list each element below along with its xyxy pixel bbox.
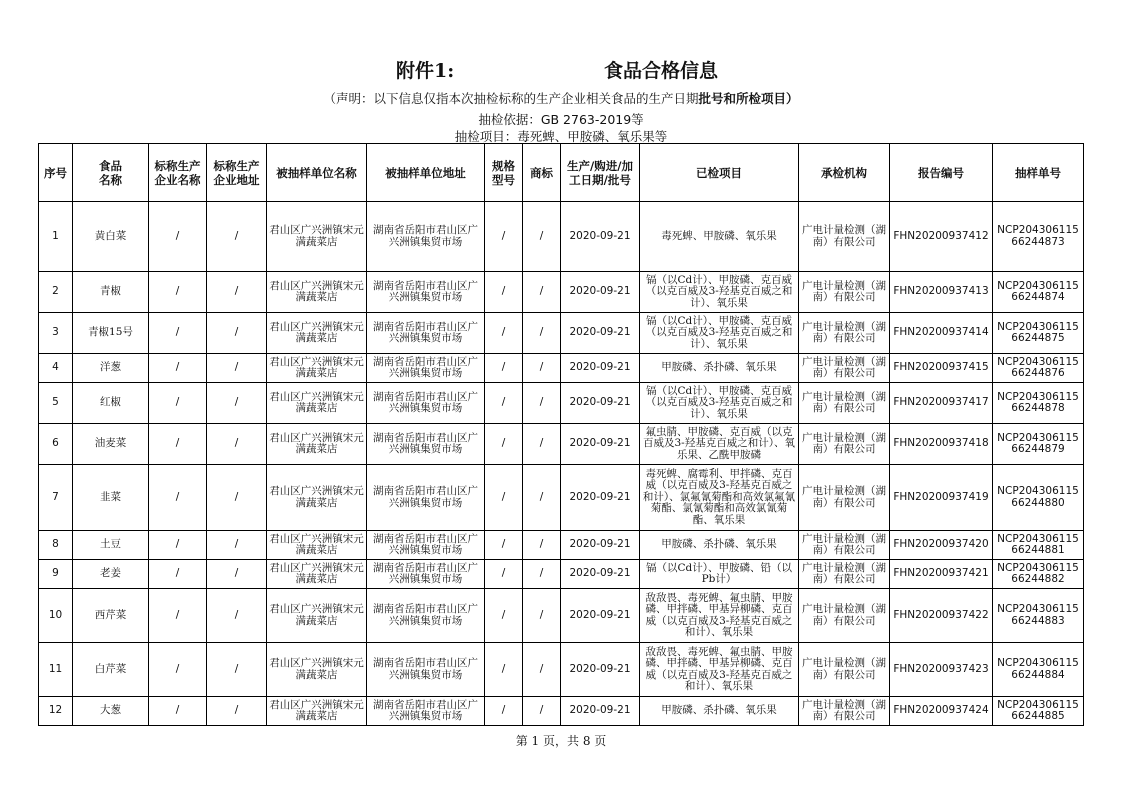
cell-agency: 广电计量检测（湖南）有限公司 [799, 354, 890, 383]
statement-bold: 批号和所检项目） [698, 91, 799, 106]
table-row [39, 383, 1084, 424]
cell-agency: 广电计量检测（湖南）有限公司 [799, 272, 890, 313]
cell-date: 2020-09-21 [561, 424, 640, 465]
results-table [38, 143, 1084, 726]
cell-no: 8 [39, 531, 73, 560]
header-food-name: 食品名称 [73, 144, 149, 202]
cell-sampled-addr: 湖南省岳阳市君山区广兴洲镇集贸市场 [367, 272, 485, 313]
cell-report: FHN20200937420 [890, 531, 993, 560]
cell-mfr-name: / [149, 383, 207, 424]
cell-food: 大葱 [73, 697, 149, 726]
cell-agency: 广电计量检测（湖南）有限公司 [799, 313, 890, 354]
cell-sampled-unit: 君山区广兴洲镇宋元满蔬菜店 [267, 272, 367, 313]
cell-spec: / [485, 697, 523, 726]
cell-sample-no: NCP20430611566244873 [993, 202, 1084, 272]
cell-sample-no: NCP20430611566244875 [993, 313, 1084, 354]
cell-spec: / [485, 589, 523, 643]
cell-no: 4 [39, 354, 73, 383]
header-no: 序号 [39, 144, 73, 202]
cell-sampled-addr: 湖南省岳阳市君山区广兴洲镇集贸市场 [367, 424, 485, 465]
cell-agency: 广电计量检测（湖南）有限公司 [799, 560, 890, 589]
cell-brand: / [523, 697, 561, 726]
cell-items: 镉（以Cd计）、甲胺磷、克百威（以克百威及3-羟基克百威之和计）、氧乐果 [640, 272, 799, 313]
cell-mfr-name: / [149, 531, 207, 560]
cell-spec: / [485, 354, 523, 383]
cell-spec: / [485, 383, 523, 424]
cell-mfr-name: / [149, 643, 207, 697]
cell-items: 甲胺磷、杀扑磷、氧乐果 [640, 531, 799, 560]
cell-items: 毒死蜱、甲胺磷、氧乐果 [640, 202, 799, 272]
cell-items: 镉（以Cd计）、甲胺磷、克百威（以克百威及3-羟基克百威之和计）、氧乐果 [640, 313, 799, 354]
inspection-items: 抽检项目：毒死蜱、甲胺磷、氧乐果等 [454, 129, 668, 144]
cell-no: 12 [39, 697, 73, 726]
cell-report: FHN20200937424 [890, 697, 993, 726]
table-row [39, 313, 1084, 354]
cell-brand: / [523, 202, 561, 272]
cell-sampled-addr: 湖南省岳阳市君山区广兴洲镇集贸市场 [367, 531, 485, 560]
cell-report: FHN20200937417 [890, 383, 993, 424]
cell-mfr-name: / [149, 272, 207, 313]
header-agency: 承检机构 [799, 144, 890, 202]
cell-mfr-name: / [149, 697, 207, 726]
cell-spec: / [485, 272, 523, 313]
cell-date: 2020-09-21 [561, 383, 640, 424]
cell-agency: 广电计量检测（湖南）有限公司 [799, 465, 890, 531]
cell-brand: / [523, 589, 561, 643]
cell-mfr-addr: / [207, 313, 267, 354]
cell-spec: / [485, 465, 523, 531]
cell-mfr-addr: / [207, 643, 267, 697]
attachment-label: 附件1: [396, 60, 455, 82]
cell-food: 韭菜 [73, 465, 149, 531]
cell-spec: / [485, 202, 523, 272]
table-row [39, 697, 1084, 726]
cell-mfr-name: / [149, 313, 207, 354]
cell-report: FHN20200937419 [890, 465, 993, 531]
cell-brand: / [523, 465, 561, 531]
cell-sampled-addr: 湖南省岳阳市君山区广兴洲镇集贸市场 [367, 560, 485, 589]
cell-date: 2020-09-21 [561, 697, 640, 726]
cell-items: 镉（以Cd计）、甲胺磷、克百威（以克百威及3-羟基克百威之和计）、氧乐果 [640, 383, 799, 424]
table-row [39, 424, 1084, 465]
cell-sample-no: NCP20430611566244884 [993, 643, 1084, 697]
cell-mfr-addr: / [207, 589, 267, 643]
cell-report: FHN20200937422 [890, 589, 993, 643]
page-footer: 第 1 页，共 8 页 [515, 734, 607, 748]
cell-food: 黄白菜 [73, 202, 149, 272]
cell-agency: 广电计量检测（湖南）有限公司 [799, 202, 890, 272]
cell-food: 洋葱 [73, 354, 149, 383]
header-items: 已检项目 [640, 144, 799, 202]
inspection-basis: 抽检依据：GB 2763-2019等 [478, 112, 644, 127]
cell-no: 10 [39, 589, 73, 643]
cell-agency: 广电计量检测（湖南）有限公司 [799, 424, 890, 465]
cell-items: 敌敌畏、毒死蜱、氟虫腈、甲胺磷、甲拌磷、甲基异柳磷、克百威（以克百威及3-羟基克百威之和计）、氧乐果 [640, 589, 799, 643]
cell-sampled-addr: 湖南省岳阳市君山区广兴洲镇集贸市场 [367, 643, 485, 697]
cell-food: 白芹菜 [73, 643, 149, 697]
cell-agency: 广电计量检测（湖南）有限公司 [799, 697, 890, 726]
cell-report: FHN20200937421 [890, 560, 993, 589]
cell-agency: 广电计量检测（湖南）有限公司 [799, 589, 890, 643]
cell-sampled-unit: 君山区广兴洲镇宋元满蔬菜店 [267, 697, 367, 726]
cell-sample-no: NCP20430611566244883 [993, 589, 1084, 643]
cell-no: 5 [39, 383, 73, 424]
cell-mfr-name: / [149, 424, 207, 465]
cell-date: 2020-09-21 [561, 465, 640, 531]
cell-sampled-addr: 湖南省岳阳市君山区广兴洲镇集贸市场 [367, 313, 485, 354]
cell-no: 1 [39, 202, 73, 272]
cell-items: 镉（以Cd计）、甲胺磷、铅（以Pb计） [640, 560, 799, 589]
cell-items: 氟虫腈、甲胺磷、克百威（以克百威及3-羟基克百威之和计）、氧乐果、乙酰甲胺磷 [640, 424, 799, 465]
cell-sampled-unit: 君山区广兴洲镇宋元满蔬菜店 [267, 643, 367, 697]
cell-sampled-unit: 君山区广兴洲镇宋元满蔬菜店 [267, 531, 367, 560]
statement-normal: （声明：以下信息仅指本次抽检标称的生产企业相关食品的生产日期 [323, 91, 699, 106]
cell-mfr-name: / [149, 465, 207, 531]
cell-items: 敌敌畏、毒死蜱、氟虫腈、甲胺磷、甲拌磷、甲基异柳磷、克百威（以克百威及3-羟基克百威之和计）、氧乐果 [640, 643, 799, 697]
cell-sampled-unit: 君山区广兴洲镇宋元满蔬菜店 [267, 424, 367, 465]
cell-sample-no: NCP20430611566244874 [993, 272, 1084, 313]
table-row [39, 202, 1084, 272]
cell-sampled-unit: 君山区广兴洲镇宋元满蔬菜店 [267, 313, 367, 354]
cell-agency: 广电计量检测（湖南）有限公司 [799, 383, 890, 424]
cell-mfr-addr: / [207, 560, 267, 589]
cell-spec: / [485, 313, 523, 354]
table-row [39, 354, 1084, 383]
cell-sample-no: NCP20430611566244878 [993, 383, 1084, 424]
table-row [39, 589, 1084, 643]
statement [0, 89, 1122, 107]
cell-date: 2020-09-21 [561, 589, 640, 643]
cell-spec: / [485, 560, 523, 589]
cell-sampled-addr: 湖南省岳阳市君山区广兴洲镇集贸市场 [367, 202, 485, 272]
cell-no: 2 [39, 272, 73, 313]
cell-food: 土豆 [73, 531, 149, 560]
cell-sample-no: NCP20430611566244880 [993, 465, 1084, 531]
cell-date: 2020-09-21 [561, 560, 640, 589]
cell-date: 2020-09-21 [561, 313, 640, 354]
cell-food: 青椒15号 [73, 313, 149, 354]
header-sampled-unit: 被抽样单位名称 [267, 144, 367, 202]
cell-items: 毒死蜱、腐霉利、甲拌磷、克百威（以克百威及3-羟基克百威之和计）、氯氟氰菊酯和高效氯氟氰菊酯、氯氰菊酯和高效氯氰菊酯、氧乐果 [640, 465, 799, 531]
cell-no: 3 [39, 313, 73, 354]
cell-sampled-unit: 君山区广兴洲镇宋元满蔬菜店 [267, 383, 367, 424]
cell-sampled-unit: 君山区广兴洲镇宋元满蔬菜店 [267, 202, 367, 272]
cell-food: 红椒 [73, 383, 149, 424]
cell-spec: / [485, 643, 523, 697]
cell-brand: / [523, 643, 561, 697]
cell-sampled-addr: 湖南省岳阳市君山区广兴洲镇集贸市场 [367, 589, 485, 643]
header-mfr-addr: 标称生产企业地址 [207, 144, 267, 202]
cell-spec: / [485, 424, 523, 465]
cell-mfr-addr: / [207, 383, 267, 424]
cell-agency: 广电计量检测（湖南）有限公司 [799, 531, 890, 560]
header-report: 报告编号 [890, 144, 993, 202]
cell-brand: / [523, 354, 561, 383]
cell-report: FHN20200937418 [890, 424, 993, 465]
cell-mfr-addr: / [207, 354, 267, 383]
cell-food: 老姜 [73, 560, 149, 589]
cell-mfr-addr: / [207, 531, 267, 560]
cell-sampled-addr: 湖南省岳阳市君山区广兴洲镇集贸市场 [367, 383, 485, 424]
cell-date: 2020-09-21 [561, 643, 640, 697]
cell-sample-no: NCP20430611566244885 [993, 697, 1084, 726]
cell-report: FHN20200937413 [890, 272, 993, 313]
cell-sampled-unit: 君山区广兴洲镇宋元满蔬菜店 [267, 465, 367, 531]
cell-sampled-addr: 湖南省岳阳市君山区广兴洲镇集贸市场 [367, 697, 485, 726]
cell-mfr-addr: / [207, 202, 267, 272]
cell-date: 2020-09-21 [561, 531, 640, 560]
cell-sampled-unit: 君山区广兴洲镇宋元满蔬菜店 [267, 354, 367, 383]
cell-mfr-name: / [149, 589, 207, 643]
cell-date: 2020-09-21 [561, 202, 640, 272]
cell-brand: / [523, 383, 561, 424]
header-sampled-addr: 被抽样单位地址 [367, 144, 485, 202]
cell-mfr-addr: / [207, 272, 267, 313]
cell-date: 2020-09-21 [561, 354, 640, 383]
cell-mfr-name: / [149, 202, 207, 272]
table-row [39, 531, 1084, 560]
cell-agency: 广电计量检测（湖南）有限公司 [799, 643, 890, 697]
cell-report: FHN20200937414 [890, 313, 993, 354]
cell-no: 6 [39, 424, 73, 465]
table-row [39, 272, 1084, 313]
cell-mfr-name: / [149, 560, 207, 589]
cell-sample-no: NCP20430611566244882 [993, 560, 1084, 589]
cell-food: 油麦菜 [73, 424, 149, 465]
cell-sampled-addr: 湖南省岳阳市君山区广兴洲镇集贸市场 [367, 465, 485, 531]
cell-no: 9 [39, 560, 73, 589]
header-brand: 商标 [523, 144, 561, 202]
header-sample-no: 抽样单号 [993, 144, 1084, 202]
table-row [39, 465, 1084, 531]
cell-brand: / [523, 560, 561, 589]
table-row [39, 560, 1084, 589]
cell-sample-no: NCP20430611566244876 [993, 354, 1084, 383]
header-spec: 规格型号 [485, 144, 523, 202]
title-row [0, 56, 1122, 86]
cell-report: FHN20200937423 [890, 643, 993, 697]
cell-food: 青椒 [73, 272, 149, 313]
page-title: 食品合格信息 [604, 60, 719, 82]
cell-food: 西芹菜 [73, 589, 149, 643]
cell-items: 甲胺磷、杀扑磷、氧乐果 [640, 354, 799, 383]
cell-mfr-addr: / [207, 424, 267, 465]
cell-no: 11 [39, 643, 73, 697]
cell-mfr-addr: / [207, 697, 267, 726]
cell-mfr-name: / [149, 354, 207, 383]
cell-brand: / [523, 424, 561, 465]
header-mfr-name: 标称生产企业名称 [149, 144, 207, 202]
table-row [39, 643, 1084, 697]
cell-sample-no: NCP20430611566244879 [993, 424, 1084, 465]
cell-brand: / [523, 272, 561, 313]
cell-report: FHN20200937415 [890, 354, 993, 383]
cell-items: 甲胺磷、杀扑磷、氧乐果 [640, 697, 799, 726]
cell-sample-no: NCP20430611566244881 [993, 531, 1084, 560]
cell-brand: / [523, 313, 561, 354]
cell-date: 2020-09-21 [561, 272, 640, 313]
header-row [39, 144, 1084, 202]
cell-brand: / [523, 531, 561, 560]
cell-report: FHN20200937412 [890, 202, 993, 272]
cell-mfr-addr: / [207, 465, 267, 531]
cell-no: 7 [39, 465, 73, 531]
cell-spec: / [485, 531, 523, 560]
cell-sampled-unit: 君山区广兴洲镇宋元满蔬菜店 [267, 589, 367, 643]
header-date: 生产/购进/加工日期/批号 [561, 144, 640, 202]
cell-sampled-unit: 君山区广兴洲镇宋元满蔬菜店 [267, 560, 367, 589]
cell-sampled-addr: 湖南省岳阳市君山区广兴洲镇集贸市场 [367, 354, 485, 383]
